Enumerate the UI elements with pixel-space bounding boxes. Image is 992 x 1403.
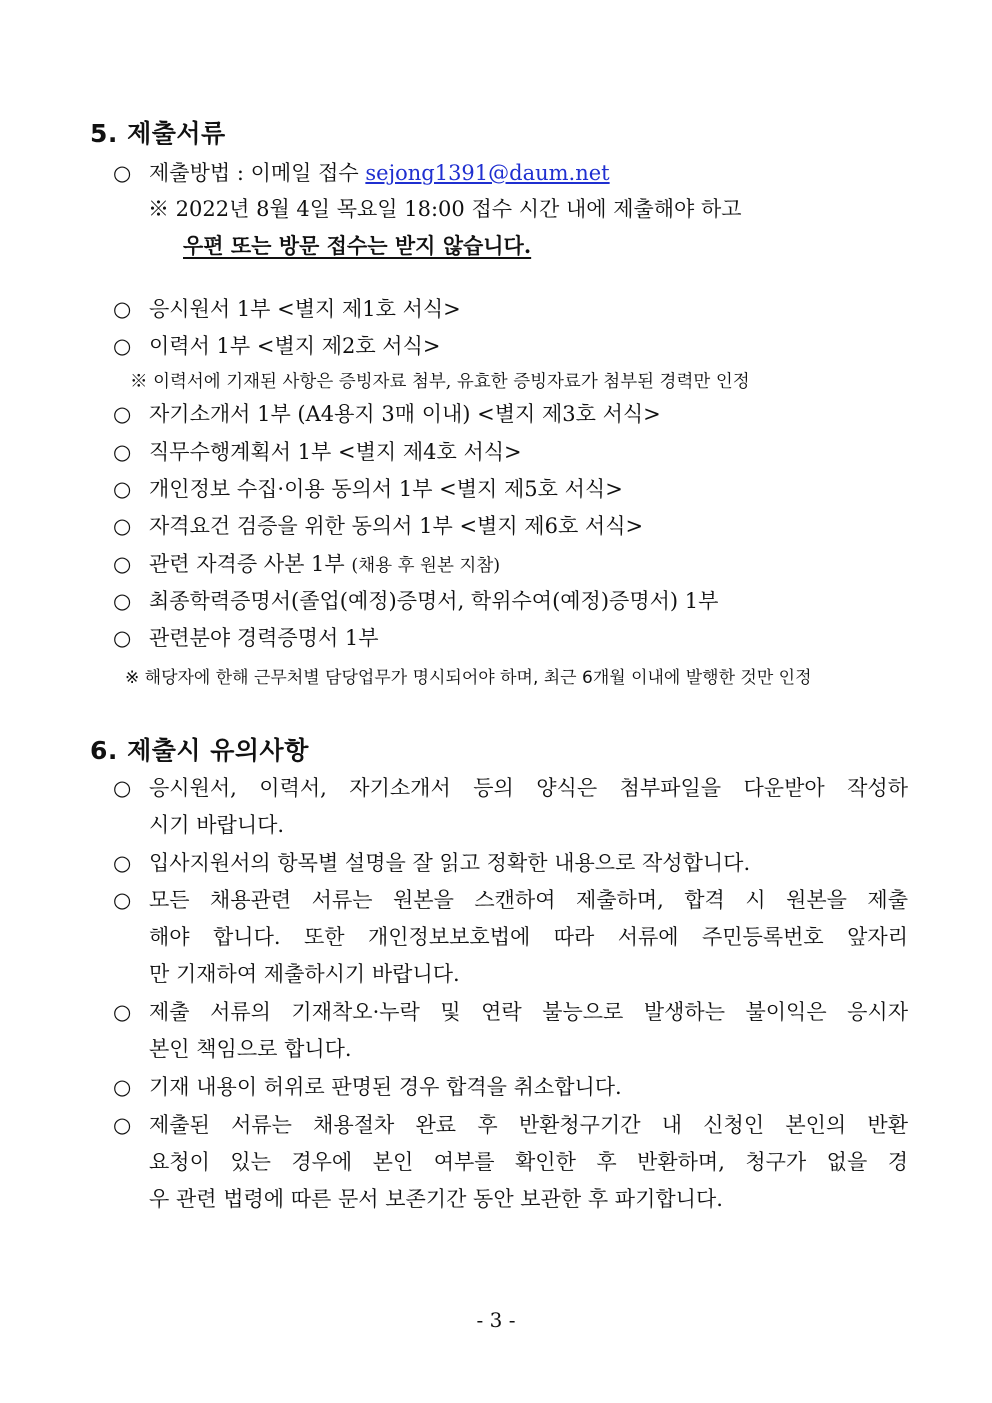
notice-line: 제출 서류의 기재착오·누락 및 연락 불능으로 발생하는 불이익은 응시자	[149, 1000, 908, 1024]
notice-line: 제출된 서류는 채용절차 완료 후 반환청구기간 내 신청인 본인의 반환	[149, 1113, 908, 1137]
certificate-note: (채용 후 원본 지참)	[351, 556, 501, 576]
doc-item-application	[113, 291, 908, 328]
bullet-circle-icon: ○	[113, 776, 132, 800]
notice-line: 해야 합니다. 또한 개인정보보호법에 따라 서류에 주민등록번호 앞자리	[149, 925, 908, 949]
doc-item-education	[113, 583, 908, 620]
bullet-circle-icon: ○	[113, 851, 132, 875]
notice-item-return	[113, 1107, 908, 1218]
bullet-circle-icon: ○	[113, 1075, 132, 1099]
doc-item-label: 응시원서 1부 <별지 제1호 서식>	[149, 297, 461, 321]
career-note: ※ 해당자에 한해 근무처별 담당업무가 명시되어야 하며, 최근 6개월 이내에 발행한 것만 인정	[125, 668, 812, 688]
notice-line: 입사지원서의 항목별 설명을 잘 읽고 정확한 내용으로 작성합니다.	[149, 851, 751, 875]
notice-line: 만 기재하여 제출하시기 바랍니다.	[149, 962, 460, 986]
notice-line: 본인 책임으로 합니다.	[149, 1037, 352, 1061]
notice-line: 기재 내용이 허위로 판명된 경우 합격을 취소합니다.	[149, 1075, 622, 1099]
bullet-circle-icon: ○	[113, 888, 132, 912]
page-number: - 3 -	[476, 1308, 516, 1332]
doc-item-verification-consent	[113, 508, 908, 545]
doc-item-label: 개인정보 수집·이용 동의서 1부 <별지 제5호 서식>	[149, 477, 623, 501]
bullet-circle-icon: ○	[113, 297, 132, 321]
notice-line: 시기 바랍니다.	[149, 813, 285, 837]
bullet-circle-icon: ○	[113, 440, 132, 464]
doc-item-label: 관련분야 경력증명서 1부	[149, 626, 379, 650]
bullet-circle-icon: ○	[113, 402, 132, 426]
doc-item-label: 직무수행계획서 1부 <별지 제4호 서식>	[149, 440, 522, 464]
resume-note: ※ 이력서에 기재된 사항은 증빙자료 첨부, 유효한 증빙자료가 첨부된 경력만 인정	[130, 372, 750, 392]
notice-item-false-info	[113, 1069, 908, 1106]
notice-item-responsibility	[113, 994, 908, 1068]
doc-item-label: 이력서 1부 <별지 제2호 서식>	[149, 334, 441, 358]
doc-item-label: 관련 자격증 사본 1부	[149, 552, 345, 576]
bullet-circle-icon: ○	[113, 477, 132, 501]
doc-item-resume	[113, 328, 908, 365]
notice-item-originals	[113, 882, 908, 993]
submission-method	[113, 155, 908, 192]
section-6-heading: 6. 제출시 유의사항	[90, 736, 309, 765]
notice-item-forms	[113, 770, 908, 844]
doc-item-career	[113, 620, 908, 657]
notice-item-read-carefully	[113, 845, 908, 882]
bullet-circle-icon: ○	[113, 161, 132, 185]
deadline-note-emphasis: 우편 또는 방문 접수는 받지 않습니다.	[183, 233, 532, 258]
bullet-circle-icon: ○	[113, 334, 132, 358]
deadline-note: ※ 2022년 8월 4일 목요일 18:00 접수 시간 내에 제출해야 하고	[148, 197, 742, 221]
doc-item-certificate	[113, 546, 908, 585]
bullet-circle-icon: ○	[113, 589, 132, 613]
bullet-circle-icon: ○	[113, 1000, 132, 1024]
doc-item-label: 자기소개서 1부 (A4용지 3매 이내) <별지 제3호 서식>	[149, 402, 661, 426]
section-5-heading: 5. 제출서류	[90, 119, 226, 148]
doc-item-job-plan	[113, 434, 908, 471]
bullet-circle-icon: ○	[113, 626, 132, 650]
email-link[interactable]: sejong1391@daum.net	[365, 161, 610, 185]
bullet-circle-icon: ○	[113, 514, 132, 538]
doc-item-self-intro	[113, 396, 908, 433]
notice-line: 응시원서, 이력서, 자기소개서 등의 양식은 첨부파일을 다운받아 작성하	[149, 776, 908, 800]
doc-item-privacy-consent	[113, 471, 908, 508]
bullet-circle-icon: ○	[113, 1113, 132, 1137]
submission-method-label: 제출방법 : 이메일 접수	[149, 161, 359, 185]
bullet-circle-icon: ○	[113, 552, 132, 576]
notice-line: 우 관련 법령에 따른 문서 보존기간 동안 보관한 후 파기합니다.	[149, 1187, 723, 1211]
doc-item-label: 자격요건 검증을 위한 동의서 1부 <별지 제6호 서식>	[149, 514, 644, 538]
notice-line: 요청이 있는 경우에 본인 여부를 확인한 후 반환하며, 청구가 없을 경	[149, 1150, 908, 1174]
doc-item-label: 최종학력증명서(졸업(예정)증명서, 학위수여(예정)증명서) 1부	[149, 589, 719, 613]
notice-line: 모든 채용관련 서류는 원본을 스캔하여 제출하며, 합격 시 원본을 제출	[149, 888, 908, 912]
